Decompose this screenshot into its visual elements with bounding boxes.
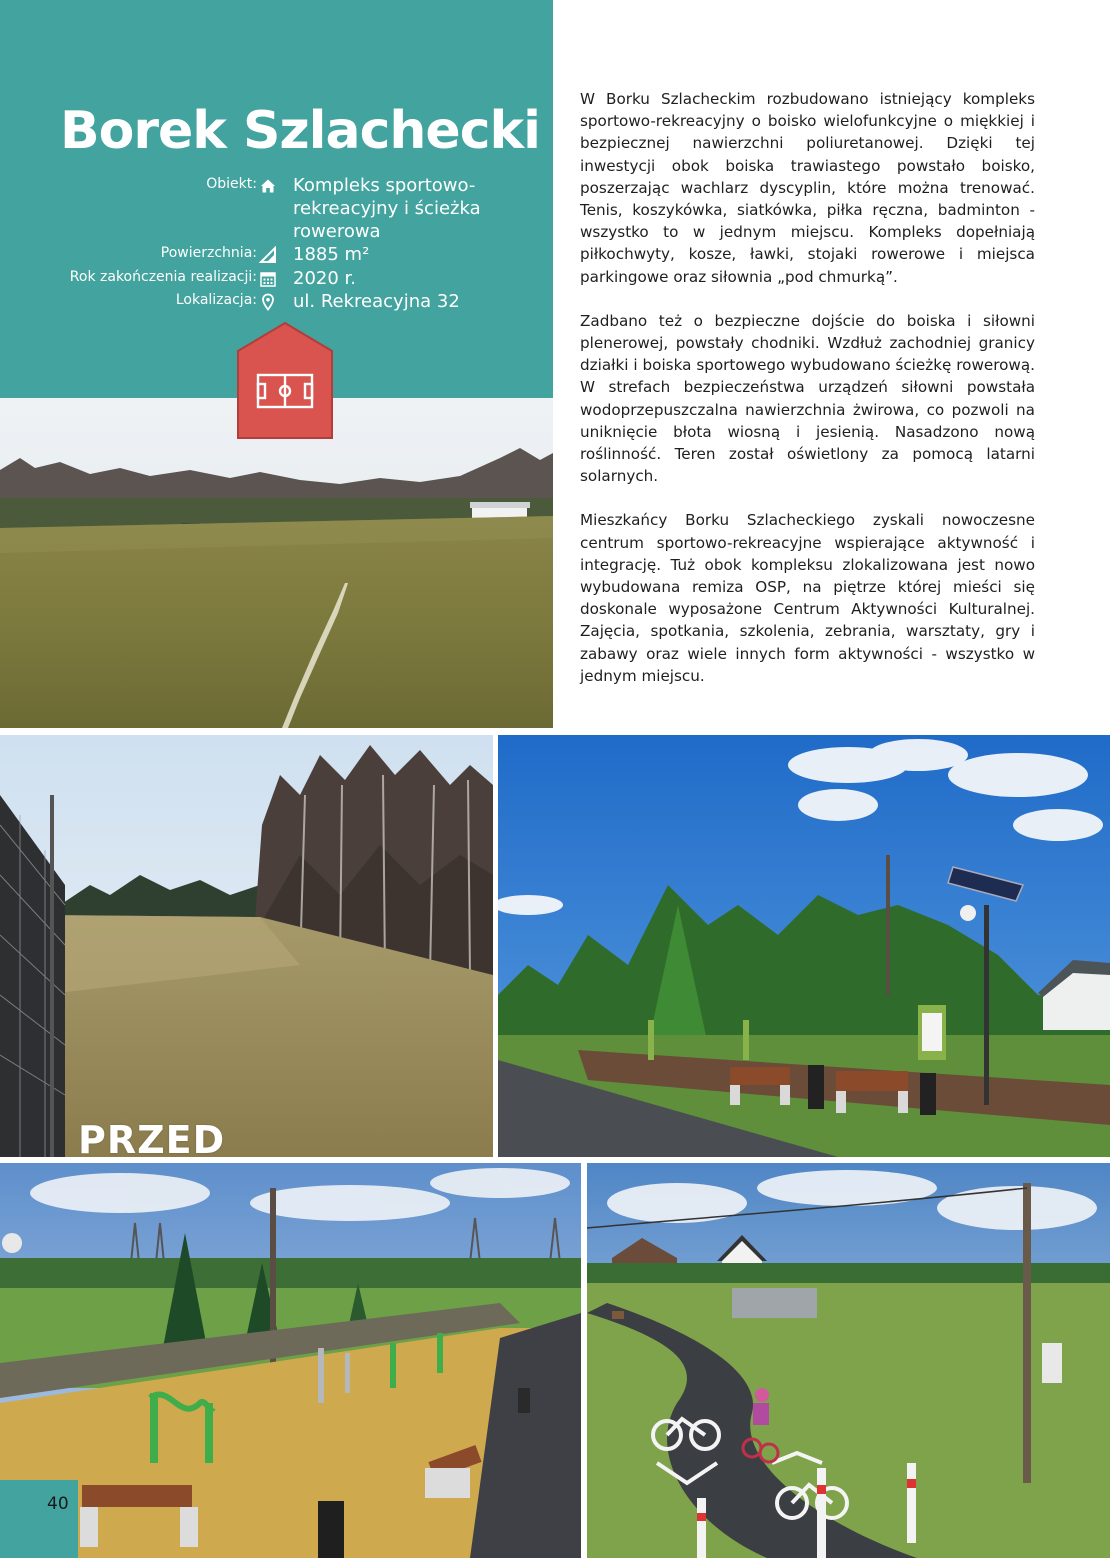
paragraph: W Borku Szlacheckim rozbudowano istniejący kompleks sportowo-rekreacyjny o boisko wielofunkcyjne o miękkiej i bezpiecznej nawierzchni poliuretanowej. Dzięki tej inwestycji obok boiska trawiastego powstało boisko, poszerzając wachlarz dyscyplin, które można trenować. Tenis, koszykówka, siatkówka, piłka ręczna, badminton - wszystko to w jednym miejscu. Kompleks dopełniają piłkochwyty, kosze, ławki, stojaki rowerowe i miejsca parkingowe oraz siłownia „pod chmurką”. <box>580 90 1035 286</box>
sports-field-badge <box>236 321 334 439</box>
info-label: Lokalizacja: <box>175 292 257 308</box>
info-value: ul. Rekreacyjna 32 <box>293 291 460 312</box>
paragraph: Zadbano też o bezpieczne dojście do boiska i siłowni plenerowej, powstały chodniki. Wzdłuż zachodniej granicy działki i boiska sportowego wybudowano ścieżkę rowerową. W strefach bezpieczeństwa urządzeń siłowni powstała wodoprzepuszczalna nawierzchnia żwirowa, co pozwoli na uniknięcie błota wiosną i jesienią. Nasadzono nową roślinność. Teren został oświetlony za pomocą latarni solarnych. <box>580 311 1035 486</box>
area-icon <box>259 246 277 264</box>
info-row-area <box>0 243 553 267</box>
photo-gym-after <box>498 735 1110 1157</box>
body-text <box>580 88 1035 709</box>
before-label: PRZED <box>78 1118 226 1162</box>
home-icon <box>259 177 277 195</box>
info-label: Rok zakończenia realizacji: <box>69 269 257 285</box>
info-row-year <box>0 267 553 291</box>
info-value: 1885 m² <box>293 244 370 265</box>
info-row-location <box>0 290 553 314</box>
info-row-object <box>0 174 553 242</box>
location-pin-icon <box>259 293 277 311</box>
info-label: Obiekt: <box>206 176 257 192</box>
paragraph: Mieszkańcy Borku Szlacheckiego zyskali nowoczesne centrum sportowo-rekreacyjne wspierające aktywność i integrację. Tuż obok kompleksu zlokalizowana jest nowo wybudowana remiza OSP, na piętrze której mieści się doskonale wyposażone Centrum Aktywności Kulturalnej. Zajęcia, spotkania, szkolenia, zebrania, warsztaty, gry i zabawy oraz wiele innych form aktywności - wszystko w jednym miejscu. <box>580 511 1035 685</box>
photo-meadow-before <box>0 735 493 1157</box>
info-value: Kompleks sportowo-rekreacyjny i ścieżka rowerowa <box>293 175 481 242</box>
page-title: Borek Szlachecki <box>60 101 540 161</box>
info-value: 2020 r. <box>293 268 356 289</box>
photo-field-before <box>0 398 553 728</box>
photo-bike-path-after <box>587 1163 1110 1558</box>
page-number-box <box>0 1480 78 1558</box>
page-number: 40 <box>47 1494 69 1514</box>
calendar-icon <box>259 270 277 288</box>
photo-gym-gravel-after <box>0 1163 581 1558</box>
info-label: Powierzchnia: <box>160 245 257 261</box>
